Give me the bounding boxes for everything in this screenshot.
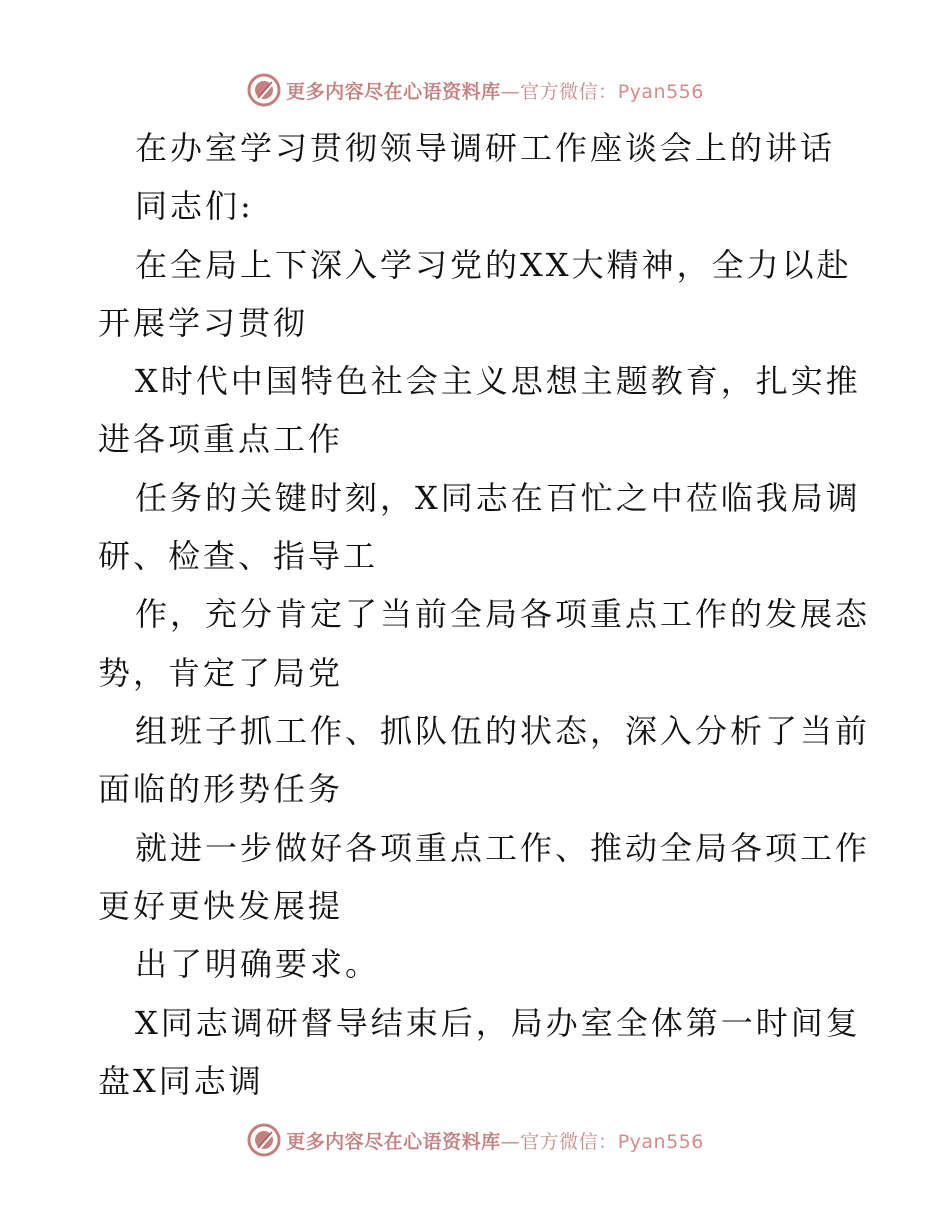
paragraph-line: 盘X同志调 <box>98 1062 264 1100</box>
paragraph-line: 开展学习贯彻 <box>98 304 309 342</box>
paragraph-line: 更好更快发展提 <box>98 887 344 925</box>
paragraph-line: 组班子抓工作、抓队伍的状态，深入分析了当前 <box>135 712 871 750</box>
document-title: 在办室学习贯彻领导调研工作座谈会上的讲话 <box>135 129 836 167</box>
watermark-text <box>286 1127 704 1154</box>
paragraph-line: 面临的形势任务 <box>98 770 344 808</box>
salutation: 同志们: <box>135 187 254 225</box>
watermark-header <box>0 70 950 110</box>
paragraph-line: 进各项重点工作 <box>98 420 344 458</box>
paragraph-line: 任务的关键时刻，X同志在百忙之中莅临我局调 <box>135 479 861 517</box>
watermark-sep: — <box>500 1130 521 1153</box>
paragraph-line: X时代中国特色社会主义思想主题教育，扎实推 <box>135 362 861 400</box>
watermark-wechat-label: 官方微信： <box>520 80 618 103</box>
paragraph-line: 研、检查、指导工 <box>98 537 379 575</box>
watermark-wechat-id: Pyan556 <box>617 1130 704 1153</box>
watermark-main: 更多内容尽在心语资料库 <box>286 1130 501 1153</box>
paragraph-line: 在全局上下深入学习党的XX大精神，全力以赴 <box>135 246 852 284</box>
watermark-sep: — <box>500 80 521 103</box>
watermark-main: 更多内容尽在心语资料库 <box>286 80 501 103</box>
pen-logo-icon <box>246 1122 282 1158</box>
pen-logo-icon <box>246 72 282 108</box>
watermark-text <box>286 77 704 104</box>
paragraph-line: 势，肯定了局党 <box>98 654 344 692</box>
watermark-wechat-id: Pyan556 <box>617 80 704 103</box>
paragraph-line: 就进一步做好各项重点工作、推动全局各项工作 <box>135 829 871 867</box>
paragraph-line: X同志调研督导结束后，局办室全体第一时间复 <box>135 1004 861 1042</box>
watermark-wechat-label: 官方微信： <box>520 1130 618 1153</box>
watermark-footer <box>0 1120 950 1160</box>
paragraph-line: 作，充分肯定了当前全局各项重点工作的发展态 <box>135 595 871 633</box>
paragraph-line: 出了明确要求。 <box>135 945 381 983</box>
